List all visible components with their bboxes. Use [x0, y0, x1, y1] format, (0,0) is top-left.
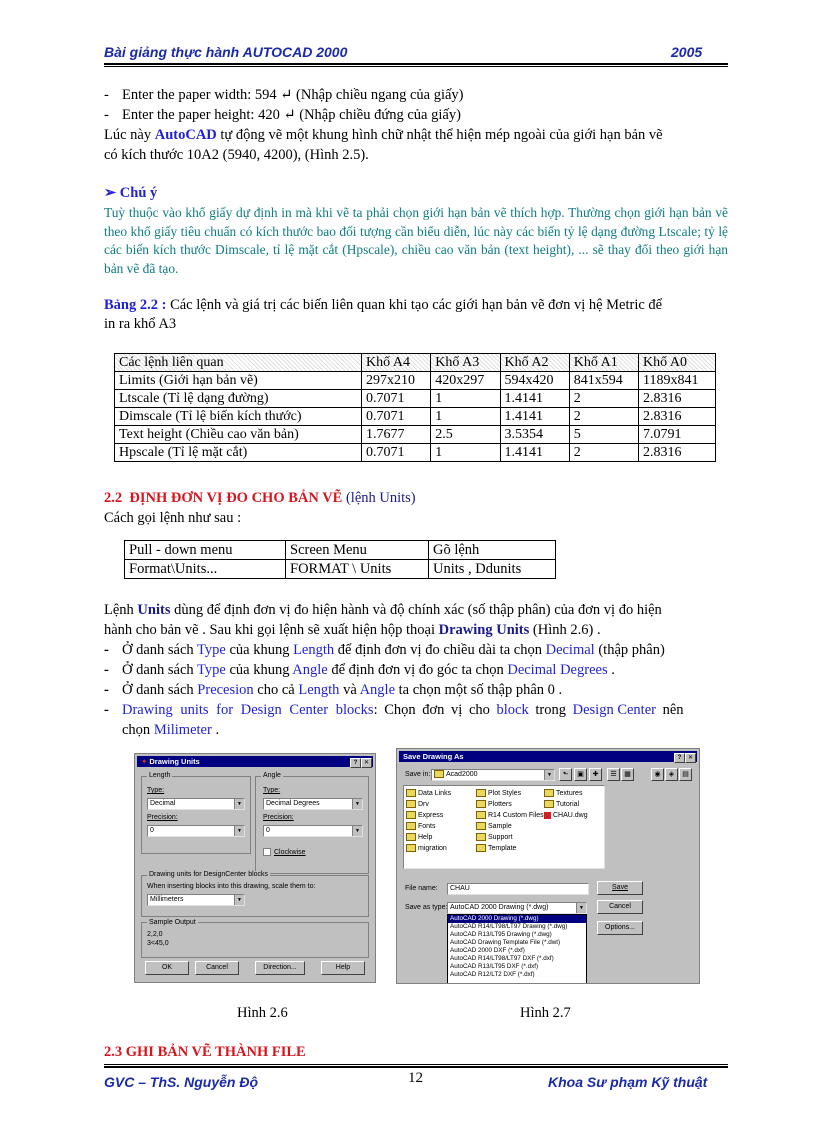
dialog-title: Save Drawing As	[403, 752, 464, 761]
section-2-2-intro: Cách gọi lệnh như sau :	[104, 510, 242, 526]
list-item[interactable]: CHAU.dwg	[544, 811, 588, 821]
angle-type-label: Type:	[263, 787, 281, 794]
designcenter-units-select[interactable]: Millimeters ▼	[147, 894, 245, 906]
table-row: Dimscale (Tỉ lệ biến kích thước) 0.7071 1 1.4141 2 2.8316	[115, 408, 716, 426]
list-item[interactable]: Sample	[476, 822, 512, 832]
cancel-button[interactable]: Cancel	[195, 961, 239, 975]
folder-icon	[476, 800, 486, 808]
th-a0: Khổ A0	[639, 354, 716, 372]
chevron-down-icon: ▼	[352, 826, 362, 836]
list-item[interactable]: Data Links	[406, 789, 451, 799]
th-a2: Khổ A2	[500, 354, 569, 372]
close-icon[interactable]: ✕	[361, 758, 372, 768]
checkbox-icon	[263, 848, 271, 856]
header-year: 2005	[671, 44, 703, 60]
list-item[interactable]: R14 Custom Files	[476, 811, 544, 821]
close-icon[interactable]: ✕	[685, 753, 696, 763]
folder-icon	[476, 822, 486, 830]
chevron-down-icon: ▼	[234, 799, 244, 809]
option[interactable]: AutoCAD R13/LT95 DXF (*.dxf)	[450, 963, 539, 970]
clockwise-checkbox[interactable]: Clockwise	[263, 848, 306, 856]
details-view-icon[interactable]: ▦	[621, 768, 634, 781]
length-group-label: Length	[149, 772, 171, 779]
page-number: 12	[408, 1070, 423, 1086]
intro-paragraph-line-2: có kích thước 10A2 (5940, 4200), (Hình 2.5).	[104, 147, 369, 163]
bullet-precision: - Ở danh sách Precesion cho cả Length và Angle ta chọn một số thập phân 0 .	[104, 682, 563, 698]
metric-limits-table	[114, 353, 716, 462]
save-as-type-select[interactable]: AutoCAD 2000 Drawing (*.dwg) ▼	[447, 902, 587, 914]
save-in-label: Save in:	[405, 771, 431, 778]
table-header-row	[115, 354, 716, 372]
angle-precision-label: Precision:	[263, 814, 294, 821]
th-a1: Khổ A1	[569, 354, 638, 372]
folder-icon	[476, 844, 486, 852]
file-name-input[interactable]: CHAU	[447, 883, 589, 895]
bullet-angle-type: - Ở danh sách Type của khung Angle để định đơn vị đo góc ta chọn Decimal Degrees .	[104, 662, 615, 678]
file-list[interactable]	[403, 785, 605, 869]
chevron-down-icon: ▼	[544, 770, 554, 780]
folder-icon	[406, 833, 416, 841]
footer-faculty: Khoa Sư phạm Kỹ thuật	[548, 1074, 708, 1090]
option[interactable]: AutoCAD R14/LT98/LT97 Drawing (*.dwg)	[450, 923, 568, 930]
angle-group-label: Angle	[263, 772, 281, 779]
section-2-3-heading: 2.3 GHI BẢN VẼ THÀNH FILE	[104, 1044, 306, 1060]
intro-bullet-2: - Enter the paper height: 420 ↵ (Nhập chiều đứng của giấy)	[104, 107, 461, 123]
bullet-length-type: - Ở danh sách Type của khung Length để định đơn vị đo chiều dài ta chọn Decimal (thập phân)	[104, 642, 665, 658]
direction-button[interactable]: Direction...	[255, 961, 305, 975]
intro-paragraph-line-1: Lúc này AutoCAD tự động vẽ một khung hình chữ nhật thể hiện mép ngoài của giới hạn bản vẽ	[104, 127, 663, 143]
th-a4: Khổ A4	[362, 354, 431, 372]
th-commands: Các lệnh liên quan	[115, 354, 362, 372]
footer-rule	[104, 1066, 728, 1068]
folder-icon	[406, 789, 416, 797]
drawing-units-dialog	[134, 753, 376, 983]
footer-author: GVC – ThS. Nguyễn Độ	[104, 1074, 259, 1090]
chevron-down-icon: ▼	[234, 826, 244, 836]
option[interactable]: AutoCAD R12/LT2 DXF (*.dxf)	[450, 971, 535, 978]
up-folder-icon[interactable]: ⬑	[559, 768, 572, 781]
help-button[interactable]: Help	[321, 961, 365, 975]
save-in-select[interactable]: Acad2000 ▼	[431, 769, 555, 781]
save-button[interactable]: Save	[597, 881, 643, 895]
intro-bullet-1: - Enter the paper width: 594 ↵ (Nhập chiều ngang của giấy)	[104, 87, 464, 103]
chevron-down-icon: ▼	[576, 903, 586, 913]
list-item[interactable]: Plot Styles	[476, 789, 521, 799]
bullet-design-center: - Drawing units for Design Center blocks: Chọn đơn vị cho block trong Design Center nên	[104, 702, 684, 718]
chevron-down-icon: ▼	[234, 895, 244, 905]
option[interactable]: AutoCAD Drawing Template File (*.dwt)	[450, 939, 561, 946]
folder-icon	[544, 800, 554, 808]
save-as-type-options	[447, 914, 587, 984]
list-item[interactable]: Textures	[544, 789, 582, 799]
autocad-icon: ✦	[141, 757, 148, 766]
table-caption-line-1: Bảng 2.2 : Các lệnh và giá trị các biến liên quan khi tạo các giới hạn bản vẽ đơn vị hệ Metric để	[104, 297, 663, 313]
sample-output-group	[141, 922, 369, 958]
cancel-button[interactable]: Cancel	[597, 900, 643, 914]
header-title: Bài giảng thực hành AUTOCAD 2000	[104, 44, 348, 60]
list-item[interactable]: Plotters	[476, 800, 512, 810]
save-drawing-as-dialog	[396, 748, 700, 984]
units-paragraph-line-1: Lệnh Units dùng để định đơn vị đo hiện hành và độ chính xác (số thập phân) của đơn vị đo hiện	[104, 602, 662, 618]
folder-icon	[544, 789, 554, 797]
options-button[interactable]: Options...	[597, 921, 643, 935]
list-item[interactable]: Template	[476, 844, 516, 854]
note-text: Tuỳ thuộc vào khổ giấy dự định in mà khi vẽ ta phải chọn giới hạn bản vẽ thích hợp. Thường chọn giới hạn bản vẽ theo khổ giấy tiêu chuẩn có kích thước bao đối tượng cần biểu diễn, lúc này các biến tỷ lệ dạng đường Ltscale; tỷ lệ các biến kích thước Dimscale, tỉ lệ mặt cắt (Hpscale), chiều cao văn bản (text height), ... sẽ thay đổi theo giới hạn bản vẽ đã tạo.	[104, 205, 728, 276]
file-name-label: File name:	[405, 885, 438, 892]
angle-precision-select[interactable]: 0 ▼	[263, 825, 363, 837]
option[interactable]: AutoCAD 2000 DXF (*.dxf)	[450, 947, 525, 954]
option[interactable]: AutoCAD R13/LT95 Drawing (*.dwg)	[450, 931, 552, 938]
figure-2-7-caption: Hình 2.7	[520, 1005, 571, 1021]
figure-2-6-caption: Hình 2.6	[237, 1005, 288, 1021]
folder-icon	[406, 822, 416, 830]
folder-icon	[406, 800, 416, 808]
ok-button[interactable]: OK	[145, 961, 189, 975]
units-paragraph-line-2: hành cho bản vẽ . Sau khi gọi lệnh sẽ xuất hiện hộp thoại Drawing Units (Hình 2.6) .	[104, 622, 601, 638]
designcenter-group-label: Drawing units for DesignCenter blocks	[149, 871, 269, 878]
table-row: Text height (Chiều cao văn bản) 1.7677 2.5 3.5354 5 7.0791	[115, 426, 716, 444]
table-row: Format\Units... FORMAT \ Units Units , Ddunits	[125, 560, 556, 579]
sample-output-1: 2,2,0	[147, 931, 163, 938]
folder-icon	[476, 833, 486, 841]
section-2-2-heading: 2.2 ĐỊNH ĐƠN VỊ ĐO CHO BẢN VẼ (lệnh Units)	[104, 490, 416, 506]
list-view-icon[interactable]: ☰	[607, 768, 620, 781]
table-caption-line-2: in ra khổ A3	[104, 316, 177, 332]
length-type-select[interactable]: Decimal ▼	[147, 798, 245, 810]
chevron-down-icon: ▼	[352, 799, 362, 809]
note-title: ➢ Chú ý	[104, 185, 158, 201]
dialog-title: Drawing Units	[149, 757, 200, 766]
table-header-row: Pull - down menu Screen Menu Gõ lệnh	[125, 541, 556, 560]
list-item[interactable]: Express	[406, 811, 443, 821]
length-precision-select[interactable]: 0 ▼	[147, 825, 245, 837]
help-icon[interactable]: ?	[674, 753, 685, 763]
folder-icon	[476, 811, 486, 819]
length-precision-label: Precision:	[147, 814, 178, 821]
th-a3: Khổ A3	[431, 354, 500, 372]
option[interactable]: AutoCAD R14/LT98/LT97 DXF (*.dxf)	[450, 955, 554, 962]
header-rule-thin	[104, 66, 728, 67]
length-type-label: Type:	[147, 787, 165, 794]
list-item[interactable]: Support	[476, 833, 513, 843]
dwg-file-icon	[544, 812, 551, 819]
folder-icon	[476, 789, 486, 797]
new-folder-icon[interactable]: ✚	[589, 768, 602, 781]
locate-icon[interactable]: ◈	[665, 768, 678, 781]
find-file-icon[interactable]: ◉	[651, 768, 664, 781]
bullet-design-center-line-2: chọn Milimeter .	[122, 722, 220, 738]
list-item[interactable]: Tutorial	[544, 800, 579, 810]
help-icon[interactable]: ?	[350, 758, 361, 768]
table-row: Ltscale (Tỉ lệ dạng đường) 0.7071 1 1.4141 2 2.8316	[115, 390, 716, 408]
folder-icon	[406, 844, 416, 852]
angle-type-select[interactable]: Decimal Degrees ▼	[263, 798, 363, 810]
footer-rule-thin	[104, 1064, 728, 1065]
sample-output-2: 3<45,0	[147, 940, 169, 947]
folder-icon	[406, 811, 416, 819]
list-item[interactable]: migration	[406, 844, 447, 854]
dialog-title-bar	[399, 751, 697, 762]
save-as-type-label: Save as type:	[405, 904, 448, 911]
option-selected[interactable]: AutoCAD 2000 Drawing (*.dwg)	[448, 915, 586, 923]
sample-output-label: Sample Output	[149, 919, 196, 926]
dialog-title-bar	[137, 756, 373, 767]
table-row: Hpscale (Tỉ lệ mặt cắt) 0.7071 1 1.4141 2 2.8316	[115, 444, 716, 462]
list-item[interactable]: Fonts	[406, 822, 436, 832]
arrow-icon: ➢	[104, 185, 120, 201]
list-item[interactable]: Help	[406, 833, 432, 843]
folder-icon	[434, 770, 444, 778]
table-row: Limits (Giới hạn bản vẽ) 297x210 420x297 594x420 841x594 1189x841	[115, 372, 716, 390]
header-rule	[104, 63, 728, 65]
designcenter-text: When inserting blocks into this drawing, scale them to:	[147, 883, 316, 890]
units-command-table	[124, 540, 556, 579]
list-item[interactable]: Drv	[406, 800, 429, 810]
desktop-icon[interactable]: ▣	[574, 768, 587, 781]
preview-icon[interactable]: ▤	[679, 768, 692, 781]
